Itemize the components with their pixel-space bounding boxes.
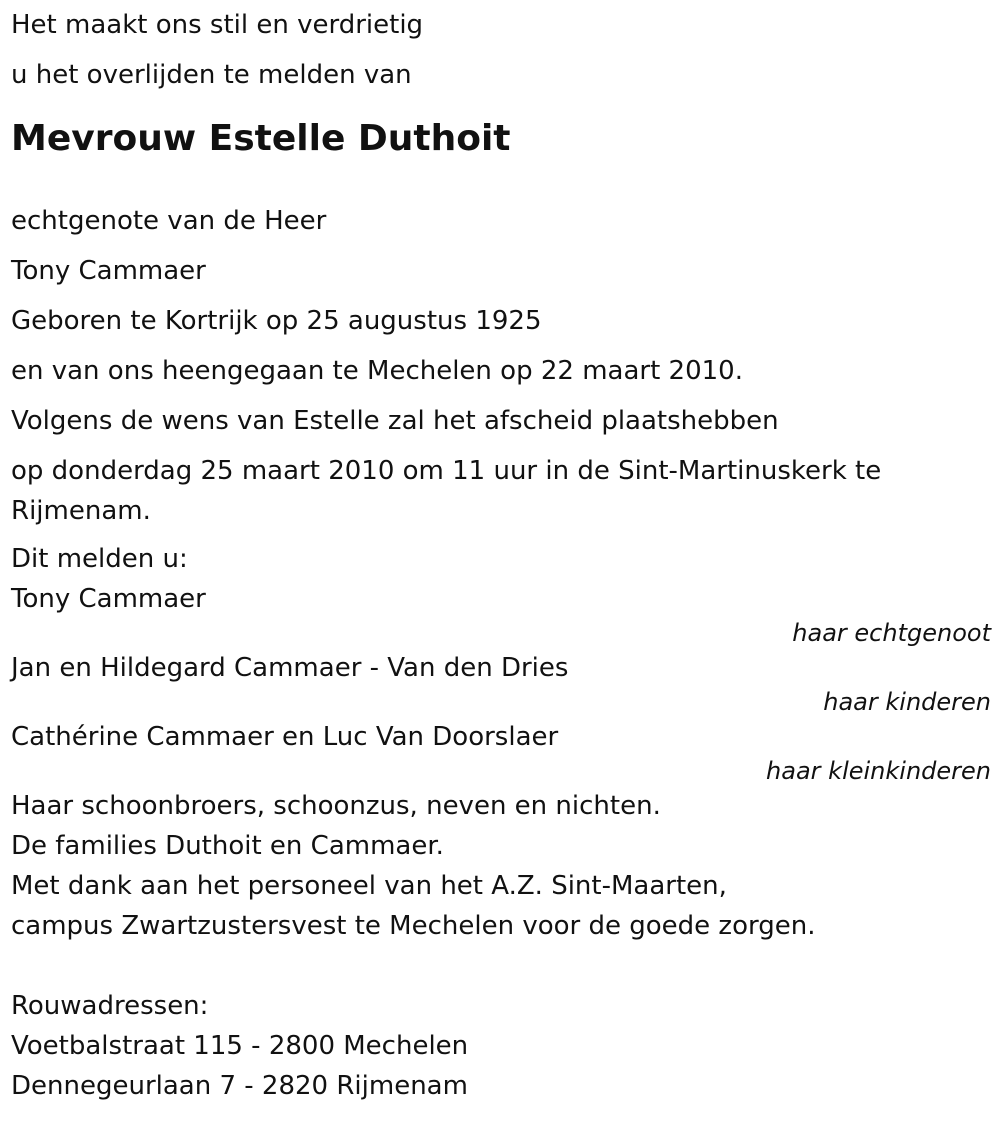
announcer-role: haar kleinkinderen (766, 757, 991, 785)
closing-line: Haar schoonbroers, schoonzus, neven en nichten. (11, 791, 661, 821)
detail-line: en van ons heengegaan te Mechelen op 22 maart 2010. (11, 356, 743, 386)
closing-line: campus Zwartzustersvest te Mechelen voor de goede zorgen. (11, 911, 816, 941)
detail-line: echtgenote van de Heer (11, 206, 327, 236)
closing-line: Met dank aan het personeel van het A.Z. Sint-Maarten, (11, 871, 727, 901)
announcer-role: haar echtgenoot (792, 619, 991, 647)
announcers-block (11, 539, 991, 783)
detail-line: Geboren te Kortrijk op 25 augustus 1925 (11, 306, 542, 336)
announcers-heading: Dit melden u: (11, 544, 188, 574)
closing-line: De families Duthoit en Cammaer. (11, 831, 444, 861)
deceased-name: Mevrouw Estelle Duthoit (11, 118, 511, 159)
obituary-notice (11, 0, 991, 1106)
details-block (11, 201, 991, 531)
announcer-role: haar kinderen (823, 688, 991, 716)
announcer-name: Jan en Hildegard Cammaer - Van den Dries (11, 653, 569, 683)
spacer (11, 946, 991, 986)
detail-line: Tony Cammaer (11, 256, 206, 286)
detail-line: op donderdag 25 maart 2010 om 11 uur in de Sint-Martinuskerk te Rijmenam. (11, 456, 882, 526)
intro-line-1: Het maakt ons stil en verdrietig (11, 10, 424, 40)
detail-line: Volgens de wens van Estelle zal het afscheid plaatshebben (11, 406, 779, 436)
closing-block (11, 786, 991, 1106)
intro-line-2: u het overlijden te melden van (11, 60, 412, 90)
announcer-name: Tony Cammaer (11, 584, 206, 614)
announcer-name: Cathérine Cammaer en Luc Van Doorslaer (11, 722, 559, 752)
intro-text (11, 5, 991, 105)
addresses-heading: Rouwadressen: (11, 991, 209, 1021)
address-line: Dennegeurlaan 7 - 2820 Rijmenam (11, 1071, 468, 1101)
address-line: Voetbalstraat 115 - 2800 Mechelen (11, 1031, 469, 1061)
